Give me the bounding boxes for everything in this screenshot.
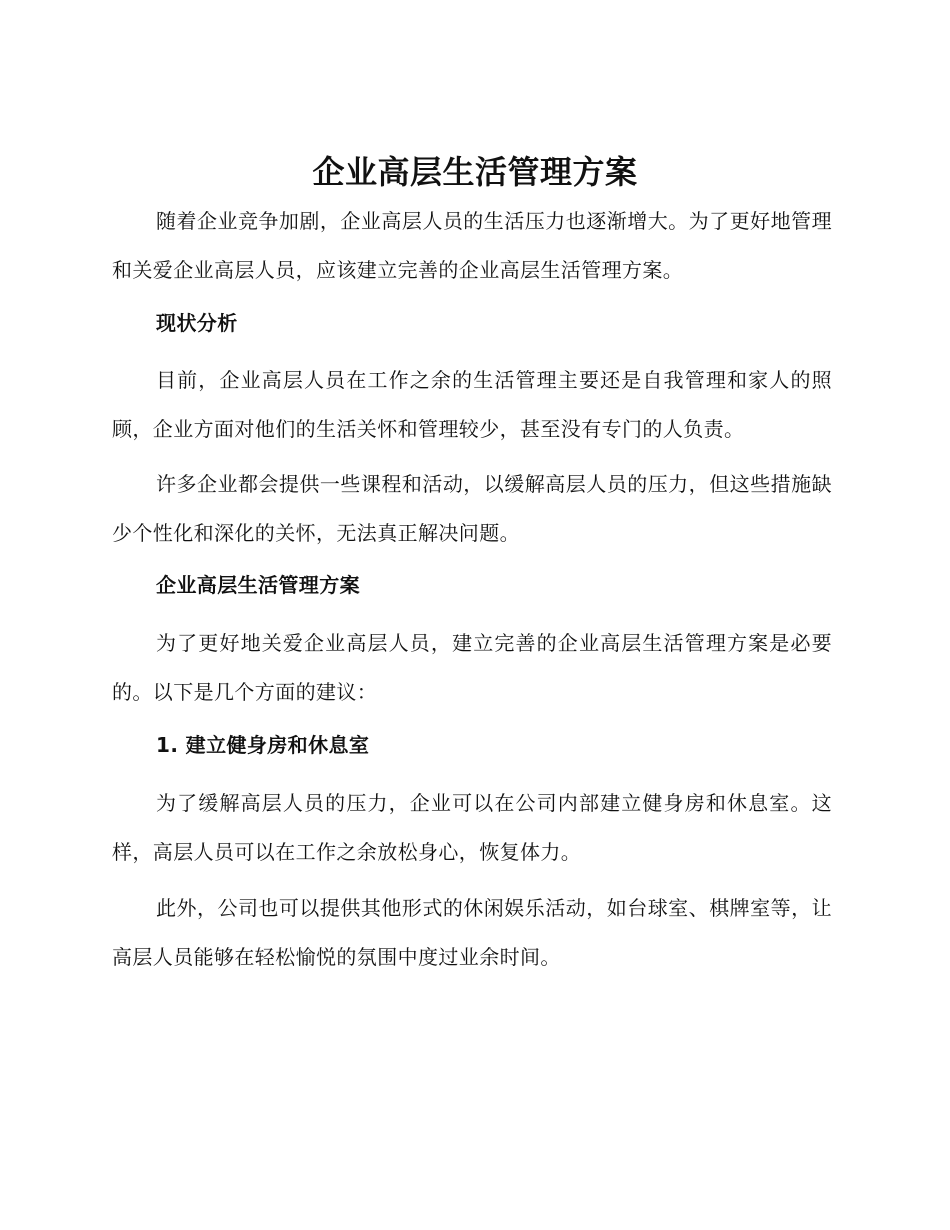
intro-paragraph: 随着企业竞争加剧，企业高层人员的生活压力也逐渐增大。为了更好地管理和关爱企业高层人员，应该建立完善的企业高层生活管理方案。 xyxy=(112,209,832,282)
paragraph: 目前，企业高层人员在工作之余的生活管理主要还是自我管理和家人的照顾，企业方面对他们的生活关怀和管理较少，甚至没有专门的人负责。 xyxy=(112,368,832,441)
paragraph: 许多企业都会提供一些课程和活动，以缓解高层人员的压力，但这些措施缺少个性化和深化的关怀，无法真正解决问题。 xyxy=(112,472,832,545)
paragraph: 此外，公司也可以提供其他形式的休闲娱乐活动，如台球室、棋牌室等，让高层人员能够在轻松愉悦的氛围中度过业余时间。 xyxy=(112,896,832,969)
section-heading-management-plan: 企业高层生活管理方案 xyxy=(156,573,360,597)
paragraph: 为了缓解高层人员的压力，企业可以在公司内部建立健身房和休息室。这样，高层人员可以在工作之余放松身心，恢复体力。 xyxy=(112,791,832,864)
section-heading-gym-lounge: 1. 建立健身房和休息室 xyxy=(156,733,370,757)
paragraph: 为了更好地关爱企业高层人员，建立完善的企业高层生活管理方案是必要的。以下是几个方面的建议： xyxy=(112,631,832,704)
section-heading-status-analysis: 现状分析 xyxy=(156,311,238,335)
document-title: 企业高层生活管理方案 xyxy=(312,153,638,191)
